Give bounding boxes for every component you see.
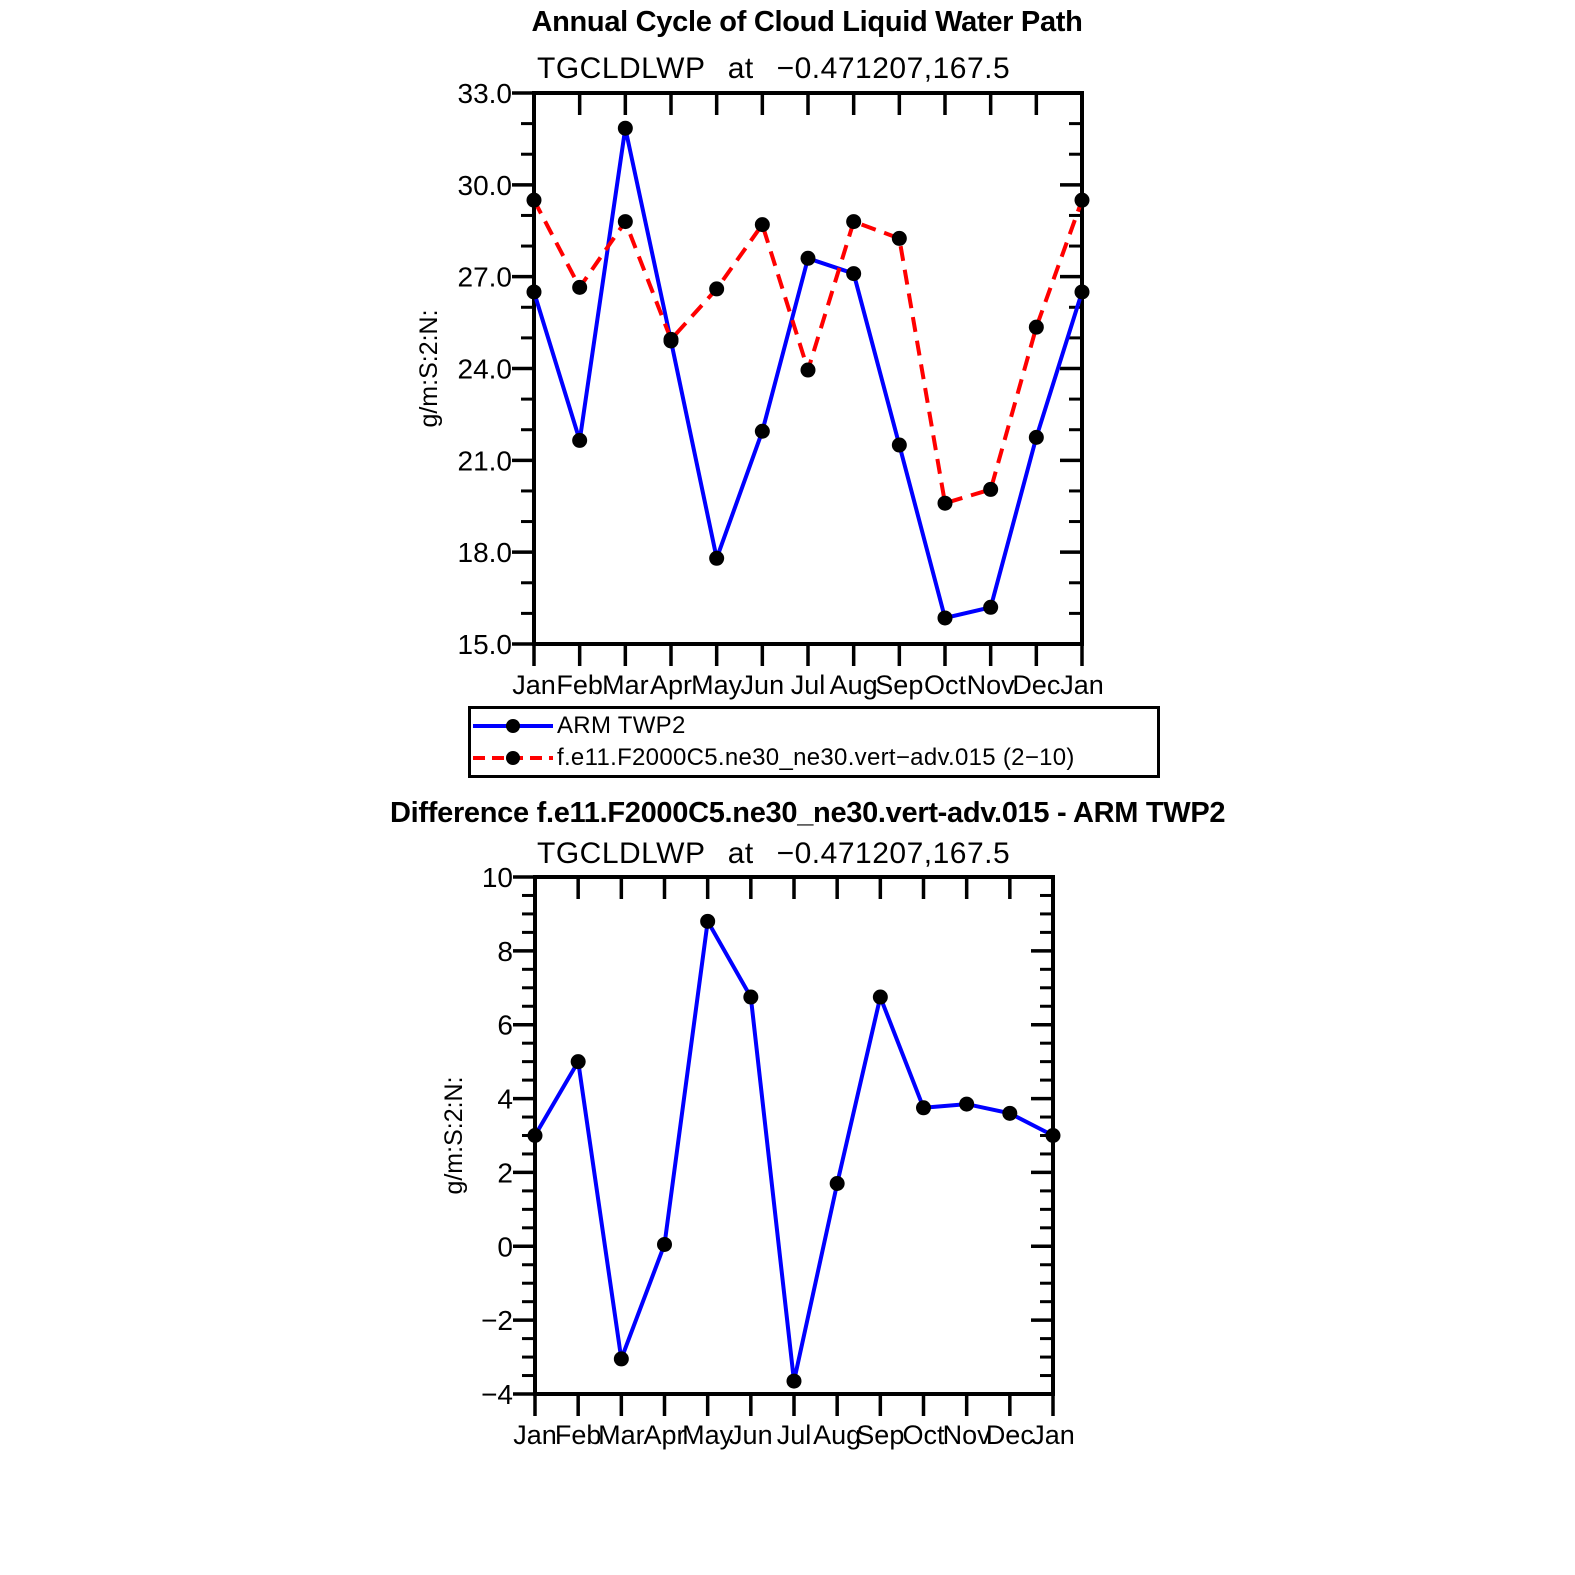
chart2-subtitle: TGCLDLWP at −0.471207,167.5	[537, 837, 1011, 870]
svg-text:21.0: 21.0	[457, 445, 512, 477]
svg-text:Jan: Jan	[512, 670, 556, 700]
legend-label-arm-twp2: ARM TWP2	[557, 711, 686, 739]
legend-line-sample-dashed-icon	[471, 747, 555, 769]
svg-text:27.0: 27.0	[457, 261, 512, 293]
legend	[468, 706, 1160, 778]
svg-text:Feb: Feb	[554, 1420, 602, 1450]
svg-text:−2: −2	[481, 1305, 513, 1337]
svg-text:18.0: 18.0	[457, 537, 512, 569]
svg-text:Oct: Oct	[923, 670, 967, 700]
svg-text:Jun: Jun	[729, 1420, 773, 1450]
svg-text:May: May	[682, 1420, 734, 1450]
svg-text:Dec: Dec	[1012, 670, 1061, 700]
svg-text:Oct: Oct	[902, 1420, 945, 1450]
svg-text:Nov: Nov	[942, 1420, 991, 1450]
legend-item-arm-twp2	[471, 710, 1157, 742]
svg-text:Mar: Mar	[598, 1420, 645, 1450]
svg-text:Jun: Jun	[740, 670, 785, 700]
svg-text:Jul: Jul	[776, 1420, 812, 1450]
svg-text:Sep: Sep	[856, 1420, 905, 1450]
svg-text:Sep: Sep	[875, 670, 924, 700]
svg-text:Feb: Feb	[556, 670, 603, 700]
chart1-subtitle: TGCLDLWP at −0.471207,167.5	[537, 52, 1011, 85]
svg-text:30.0: 30.0	[457, 169, 512, 201]
svg-text:Nov: Nov	[966, 670, 1015, 700]
svg-text:Jul: Jul	[790, 670, 826, 700]
svg-text:−4: −4	[481, 1379, 513, 1410]
svg-text:Jan: Jan	[1031, 1420, 1075, 1450]
svg-text:10: 10	[481, 862, 513, 893]
svg-text:g/m:S:2:N:: g/m:S:2:N:	[440, 1076, 468, 1195]
svg-text:6: 6	[497, 1009, 513, 1041]
legend-line-sample-solid-icon	[471, 715, 555, 737]
chart2-title: Difference f.e11.F2000C5.ne30_ne30.vert-adv.015 - ARM TWP2	[390, 797, 1226, 829]
svg-text:0: 0	[497, 1231, 513, 1263]
svg-text:Jan: Jan	[513, 1420, 557, 1450]
legend-label-model-run: f.e11.F2000C5.ne30_ne30.vert−adv.015 (2−10)	[557, 744, 1075, 772]
svg-text:Mar: Mar	[602, 670, 649, 700]
svg-text:Apr: Apr	[649, 670, 693, 700]
svg-text:8: 8	[497, 935, 513, 967]
svg-text:Dec: Dec	[985, 1420, 1034, 1450]
svg-text:Apr: Apr	[643, 1420, 686, 1450]
chart1-title: Annual Cycle of Cloud Liquid Water Path	[531, 6, 1083, 38]
svg-text:4: 4	[497, 1083, 513, 1115]
svg-text:15.0: 15.0	[457, 629, 512, 660]
svg-text:33.0: 33.0	[457, 78, 512, 109]
svg-text:2: 2	[497, 1157, 513, 1189]
svg-text:Aug: Aug	[829, 670, 878, 700]
svg-text:May: May	[691, 670, 743, 700]
svg-text:24.0: 24.0	[457, 353, 512, 385]
legend-item-model-run	[471, 742, 1157, 774]
svg-text:g/m:S:2:N:: g/m:S:2:N:	[415, 309, 443, 428]
svg-text:Jan: Jan	[1060, 670, 1104, 700]
svg-text:Aug: Aug	[813, 1420, 862, 1450]
